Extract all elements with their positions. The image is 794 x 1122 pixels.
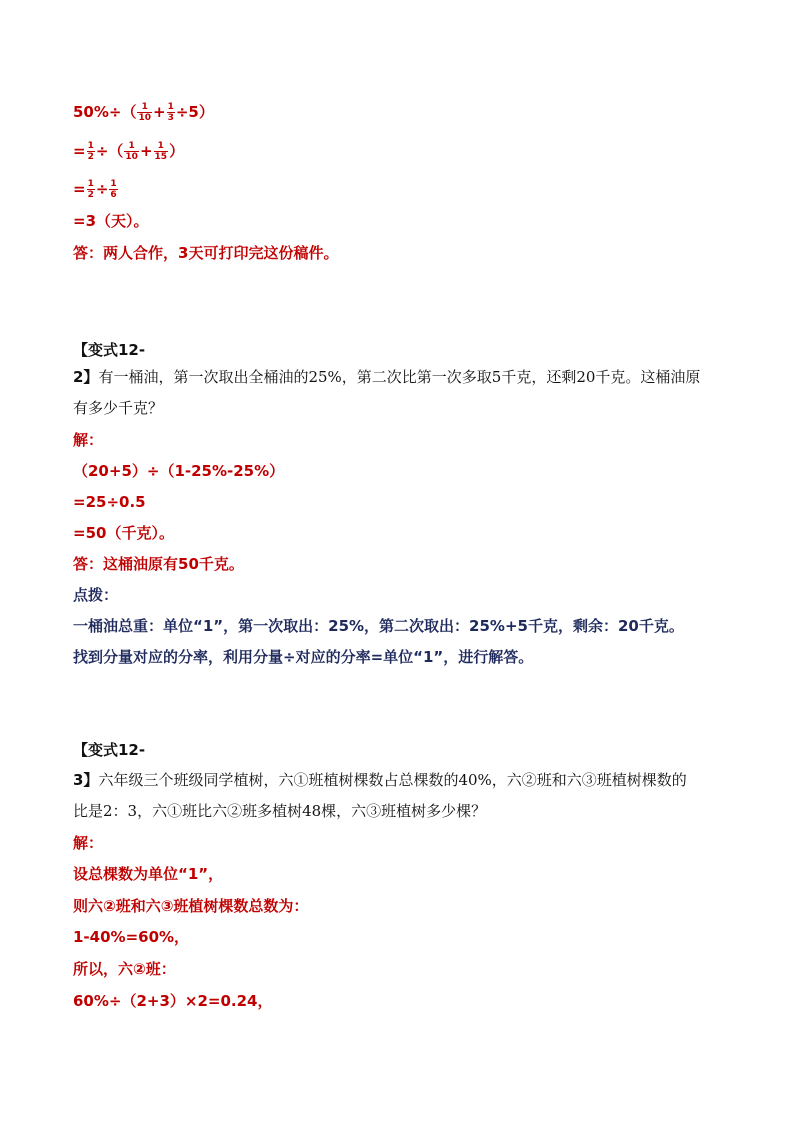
variant-header: 【变式12-: [73, 741, 146, 759]
variant-header: 【变式12-: [73, 341, 146, 359]
fraction: $\frac{1}{6}$: [110, 179, 117, 200]
tip-line-2: 找到分量对应的分率，利用分量÷对应的分率=单位“1”，进行解答。: [73, 648, 534, 666]
solution-line-1: （20+5）÷（1-25%-25%）: [73, 462, 285, 480]
solution-label: 解：: [73, 431, 104, 449]
answer-line: 答：两人合作，3天可打印完这份稿件。: [73, 244, 339, 262]
question-line-2: 比是2：3，六①班比六②班多植树48棵，六③班植树多少棵？: [73, 802, 487, 820]
expr-line-2: [73, 141, 184, 162]
solution-line-1: 设总棵数为单位“1”，: [73, 865, 224, 883]
question-text: 有一桶油，第一次取出全桶油的25%，第二次比第一次多取5千克，还剩20千克。这桶油原: [98, 368, 701, 386]
solution-line-5: 60%÷（2+3）×2=0.24，: [73, 992, 273, 1010]
question-text: 六年级三个班级同学植树，六①班植树棵数占总棵数的40%，六②班和六③班植树棵数的: [98, 771, 687, 789]
expr-text: =: [73, 142, 86, 160]
answer-line: 答：这桶油原有50千克。: [73, 555, 244, 573]
fraction: $\frac{1}{15}$: [154, 141, 168, 162]
expr-text: ÷: [95, 180, 109, 198]
solution-label: 解：: [73, 834, 104, 852]
question-number: 3】: [73, 771, 99, 789]
result-line: =3（天）。: [73, 212, 149, 230]
expr-text: ）: [169, 142, 185, 160]
fraction: $\frac{1}{2}$: [87, 179, 94, 200]
fraction: $\frac{1}{3}$: [167, 102, 174, 123]
question-line-2: 有多少千克？: [73, 399, 164, 417]
expr-line-1: [73, 102, 214, 123]
fraction: $\frac{1}{10}$: [125, 141, 138, 162]
tip-line-1: 一桶油总重：单位“1”，第一次取出：25%，第二次取出：25%+5千克，剩余：20千克。: [73, 617, 684, 635]
solution-line-4: 所以，六②班：: [73, 960, 176, 978]
solution-line-3: 1-40%=60%，: [73, 928, 190, 946]
expr-text: +: [139, 142, 153, 160]
question-number: 2】: [73, 368, 99, 386]
expr-text: ÷（: [95, 142, 124, 160]
expr-text: 50%÷（: [73, 103, 137, 121]
expr-text: =: [73, 180, 86, 198]
question-line-1: [73, 771, 687, 789]
fraction: $\frac{1}{10}$: [138, 102, 152, 123]
solution-line-2: 则六②班和六③班植树棵数总数为：: [73, 897, 309, 915]
expr-line-3: [73, 179, 119, 200]
tip-label: 点拨：: [73, 586, 119, 604]
expr-text: ÷5）: [175, 103, 214, 121]
fraction: $\frac{1}{2}$: [87, 141, 94, 162]
question-line-1: [73, 368, 700, 386]
solution-line-2: =25÷0.5: [73, 493, 146, 511]
solution-line-3: =50（千克）。: [73, 524, 174, 542]
expr-text: +: [153, 103, 166, 121]
